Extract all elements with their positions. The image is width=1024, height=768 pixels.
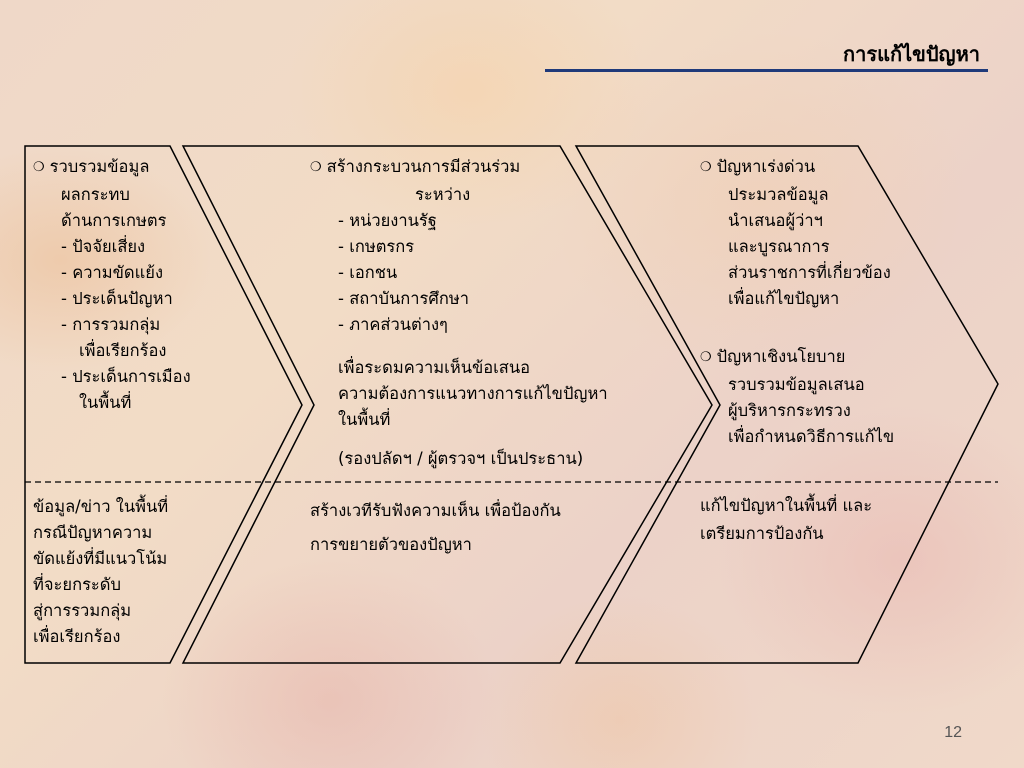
stage2-purpose-line: ในพื้นที่ — [338, 410, 391, 429]
stage3-policy-line: ปัญหาเชิงนโยบาย — [716, 347, 846, 366]
stage1-bottom-text — [33, 494, 168, 650]
stage3-bottom-line: แก้ไขปัญหาในพื้นที่ และ — [700, 496, 873, 515]
stage2-bottom-line: การขยายตัวของปัญหา — [310, 535, 472, 554]
stage3-bottom-line: เตรียมการป้องกัน — [700, 524, 824, 543]
stage2-top-text — [310, 154, 520, 338]
stage1-bottom-line: สู่การรวมกลุ่ม — [33, 601, 132, 620]
stage2-item: - เอกชน — [338, 263, 398, 282]
stage2-bottom-text — [310, 494, 561, 562]
stage1-bottom-line: กรณีปัญหาความ — [33, 523, 153, 542]
stage3-urgent-text — [700, 154, 891, 312]
stage1-heading-line: ผลกระทบ — [61, 185, 130, 204]
stage3-policy-line: เพื่อกำหนดวิธีการแก้ไข — [728, 427, 895, 446]
stage1-item: - การรวมกลุ่ม — [61, 315, 161, 334]
bullet-circle-icon: ❍ — [700, 160, 712, 175]
stage1-heading-line: รวบรวมข้อมูล — [49, 157, 150, 176]
stage1-item: เพื่อเรียกร้อง — [79, 341, 167, 360]
stage1-bottom-line: ข้อมูล/ข่าว ในพื้นที่ — [33, 497, 169, 516]
page-number: 12 — [944, 724, 962, 741]
stage2-purpose-text — [338, 355, 608, 433]
stage1-bottom-line: ขัดแย้งที่มีแนวโน้ม — [33, 549, 168, 568]
stage3-urgent-line: ประมวลข้อมูล — [728, 185, 829, 204]
stage2-item: - สถาบันการศึกษา — [338, 289, 470, 308]
slide-title: การแก้ไขปัญหา — [843, 42, 980, 66]
stage3-urgent-line: เพื่อแก้ไขปัญหา — [728, 289, 840, 308]
stage3-bottom-text — [700, 492, 872, 548]
stage2-item: - เกษตรกร — [338, 237, 415, 256]
stage1-item: - ความขัดแย้ง — [61, 263, 163, 282]
stage2-item: - ภาคส่วนต่างๆ — [338, 315, 448, 334]
stage3-policy-line: ผู้บริหารกระทรวง — [728, 401, 851, 420]
bullet-circle-icon: ❍ — [310, 160, 322, 175]
stage1-item: ในพื้นที่ — [79, 393, 132, 412]
stage1-item: - ประเด็นการเมือง — [61, 367, 191, 386]
stage1-item: - ปัจจัยเสี่ยง — [61, 237, 146, 256]
stage2-item: - หน่วยงานรัฐ — [338, 211, 437, 230]
stage1-bottom-line: เพื่อเรียกร้อง — [33, 627, 121, 646]
stage3-urgent-line: และบูรณาการ — [728, 237, 830, 256]
bullet-circle-icon: ❍ — [700, 350, 712, 365]
stage2-bottom-line: สร้างเวทีรับฟังความเห็น เพื่อป้องกัน — [310, 501, 561, 520]
stage3-urgent-line: นำเสนอผู้ว่าฯ — [728, 211, 823, 230]
stage1-item: - ประเด็นปัญหา — [61, 289, 173, 308]
stage3-policy-line: รวบรวมข้อมูลเสนอ — [728, 375, 865, 394]
stage1-heading-line: ด้านการเกษตร — [61, 211, 167, 230]
stage1-top-text — [33, 154, 191, 416]
stage2-heading-line: ระหว่าง — [415, 185, 471, 204]
stage2-heading-line: สร้างกระบวนการมีส่วนร่วม — [326, 157, 521, 176]
stage2-chair-text: (รองปลัดฯ / ผู้ตรวจฯ เป็นประธาน) — [338, 449, 584, 468]
stage1-bottom-line: ที่จะยกระดับ — [33, 575, 121, 594]
stage3-urgent-line: ส่วนราชการที่เกี่ยวข้อง — [728, 263, 891, 282]
stage2-purpose-line: ความต้องการแนวทางการแก้ไขปัญหา — [338, 384, 608, 403]
stage3-urgent-line: ปัญหาเร่งด่วน — [716, 157, 816, 176]
stage3-policy-text — [700, 344, 894, 450]
bullet-circle-icon: ❍ — [33, 160, 45, 175]
stage2-purpose-line: เพื่อระดมความเห็นข้อเสนอ — [338, 358, 531, 377]
